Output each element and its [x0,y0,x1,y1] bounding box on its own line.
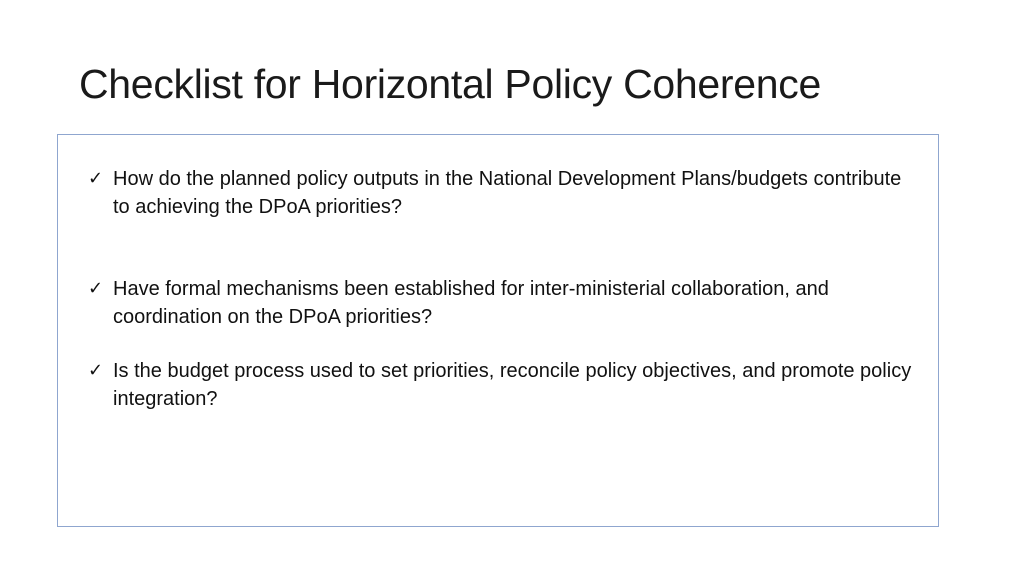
checklist-item-text: How do the planned policy outputs in the National Development Plans/budgets contribute to achieving the DPoA priorities? [113,168,902,218]
checklist-item [88,165,918,221]
checkmark-icon: ✓ [88,278,104,299]
slide-title: Checklist for Horizontal Policy Coherence [79,61,821,107]
checklist [88,165,918,413]
checkmark-icon: ✓ [88,360,104,381]
checkmark-icon: ✓ [88,168,104,189]
checklist-item [88,357,918,413]
checklist-item-text: Have formal mechanisms been established for inter-ministerial collaboration, and coordination on the DPoA priorities? [113,278,829,328]
checklist-item-text: Is the budget process used to set priorities, reconcile policy objectives, and promote policy integration? [113,360,912,410]
checklist-box [57,134,939,527]
checklist-item [88,275,918,331]
